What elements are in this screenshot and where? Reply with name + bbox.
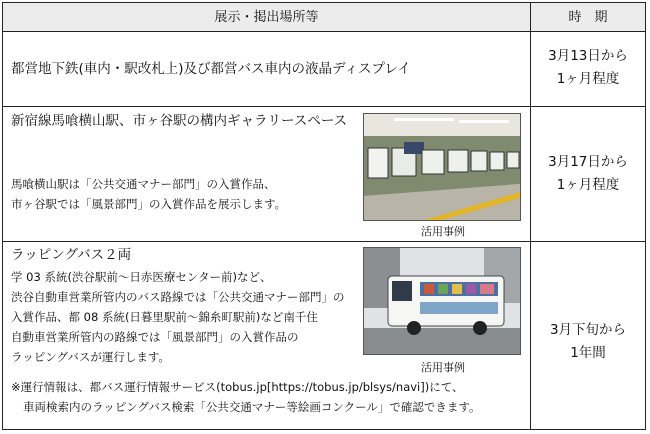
row2-photo-caption: 活用事例 (421, 225, 465, 238)
row2-description: 馬喰横山駅は「公共交通マナー部門」の入賞作品、 市ヶ谷駅では「風景部門」の入賞作品を展示します。 (11, 177, 287, 211)
row1-period: 3月13日から 1ヶ月程度 (548, 48, 628, 87)
row1-title: 都営地下鉄(車内・駅改札上)及び都営バス車内の液晶ディスプレイ (11, 61, 411, 77)
row2-period: 3月17日から 1ヶ月程度 (548, 154, 628, 193)
wrapped-bus-image (364, 248, 520, 354)
station-gallery-image (364, 114, 520, 220)
row3-description: 学 03 系統(渋谷駅前～日赤医療センター前)など、 渋谷自動車営業所管内のバス路線では「公共交通マナー部門」の 入賞作品、都 08 系統(日暮里駅前～錦糸町駅前)など南千住 自動車営業所管内の路線では「風景部門」の入賞作品の ラッピングバスが運行します。 (11, 270, 345, 364)
row3-notes: ※運行情報は、都バス運行情報サービス(tobus.jp[https://tobus.jp/blsys/navi])にて、 車両検索内のラッピングバス検索「公共交通マナー等絵画コンクール」で確認できます。 (11, 380, 481, 414)
row-divider (3, 241, 645, 242)
info-table (2, 2, 646, 430)
header-location: 展示・掲出場所等 (214, 10, 319, 25)
row3-period: 3月下旬から 1年間 (549, 322, 627, 361)
row2-title: 新宿線馬喰横山駅、市ヶ谷駅の構内ギャラリースペース (11, 113, 348, 129)
row3-title: ラッピングバス２両 (11, 247, 132, 263)
station-gallery-photo (363, 113, 521, 221)
header-period: 時 期 (568, 10, 608, 25)
row-divider (3, 106, 645, 107)
wrapped-bus-photo (363, 247, 521, 355)
row3-photo-caption: 活用事例 (421, 361, 465, 374)
row-divider (3, 31, 645, 32)
